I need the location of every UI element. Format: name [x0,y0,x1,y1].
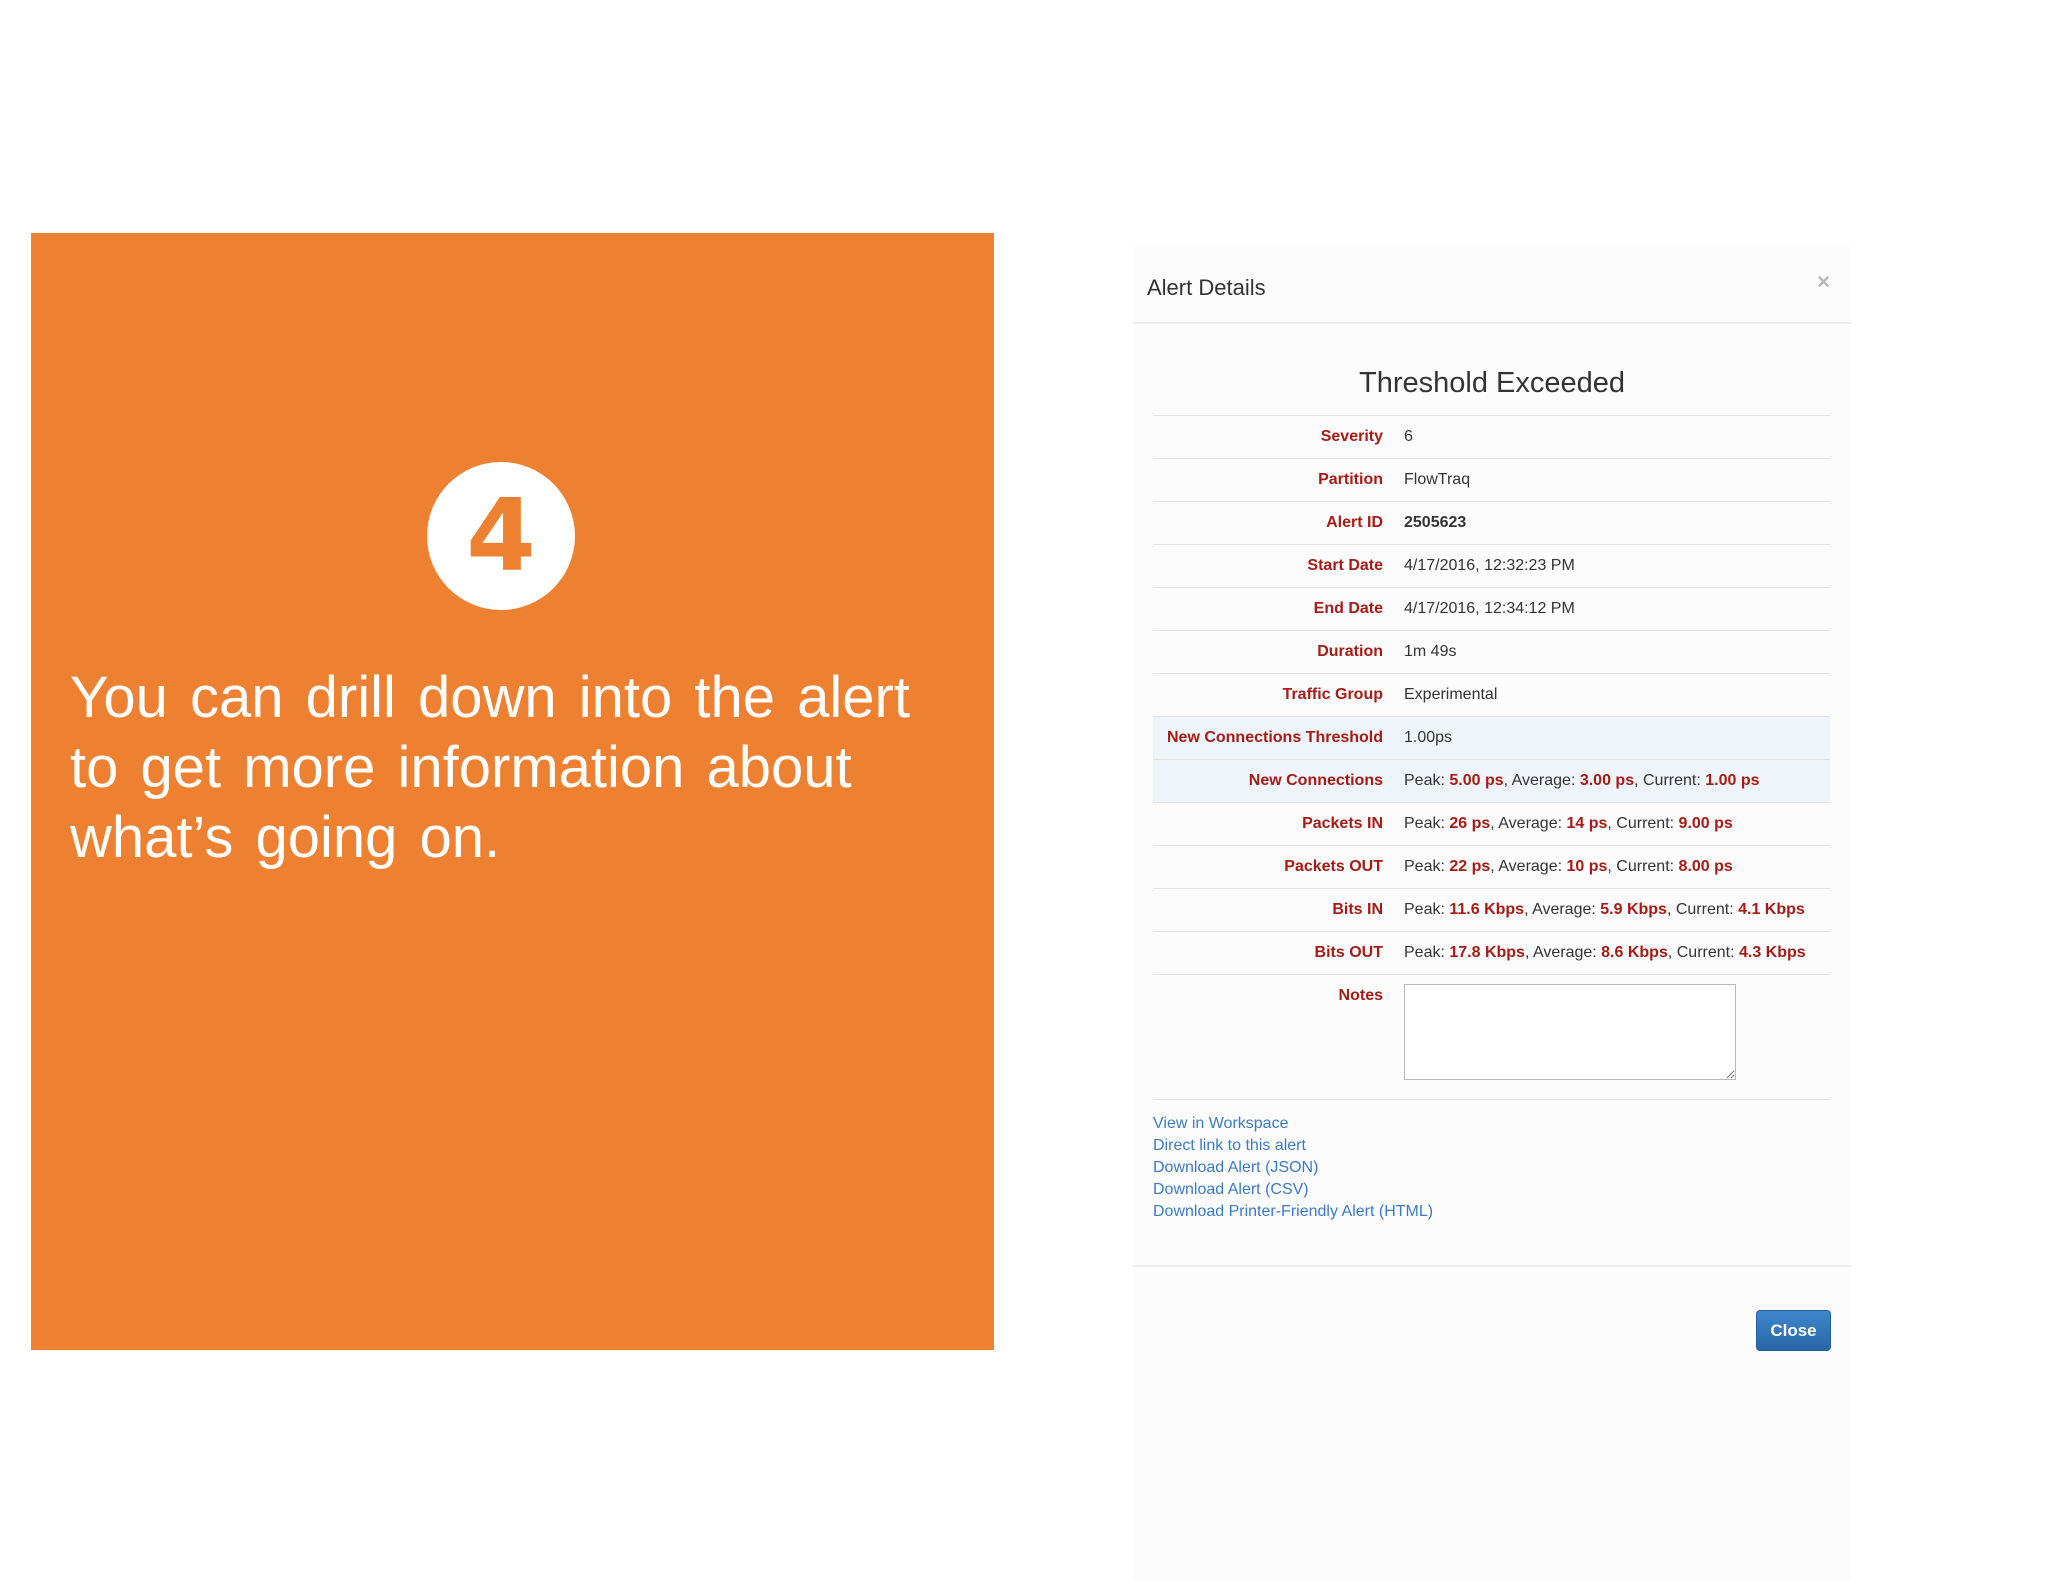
row-value: FlowTraq [1404,459,1830,502]
average-label: , Average: [1490,858,1567,875]
current-value: 4.3 Kbps [1738,944,1806,961]
row-value [1404,803,1830,846]
instruction-panel [31,233,994,1350]
row-label: Start Date [1153,545,1404,588]
close-icon[interactable]: × [1817,269,1830,294]
table-row-alert-id [1153,502,1830,545]
row-label: Packets IN [1153,803,1404,846]
table-row-new-connections [1153,760,1830,803]
row-value: 1m 49s [1404,631,1830,674]
current-label: , Current: [1607,815,1679,832]
table-row-packets-out [1153,846,1830,889]
download-json-link[interactable]: Download Alert (JSON) [1153,1159,1319,1176]
row-value: 4/17/2016, 12:32:23 PM [1404,545,1830,588]
row-value [1404,889,1830,932]
row-value: 1.00ps [1404,717,1830,760]
table-row-traffic-group [1153,674,1830,717]
row-value [1404,846,1830,889]
alert-type-heading: Threshold Exceeded [1359,367,1625,399]
row-label: Traffic Group [1153,674,1404,717]
row-label: End Date [1153,588,1404,631]
current-value: 4.1 Kbps [1738,901,1805,918]
row-label: Severity [1153,416,1404,459]
current-value: 8.00 ps [1678,858,1733,875]
peak-value: 22 ps [1449,858,1491,875]
table-row-partition [1153,459,1830,502]
alert-links [1153,1113,1433,1223]
table-row-new-connections-threshold [1153,717,1830,760]
peak-label: Peak: [1404,901,1450,918]
notes-textarea[interactable] [1404,984,1736,1080]
current-value: 9.00 ps [1678,815,1733,832]
average-value: 8.6 Kbps [1601,944,1668,961]
average-label: , Average: [1490,815,1567,832]
peak-value: 17.8 Kbps [1449,944,1525,961]
row-label: Bits OUT [1153,932,1404,975]
row-label: Bits IN [1153,889,1404,932]
row-value: 4/17/2016, 12:34:12 PM [1404,588,1830,631]
peak-label: Peak: [1404,772,1450,789]
view-in-workspace-link[interactable]: View in Workspace [1153,1115,1289,1132]
modal-header [1133,245,1851,324]
current-label: , Current: [1667,944,1739,961]
alert-details-modal [1133,245,1851,1582]
step-number-badge: 4 [427,462,575,610]
modal-footer [1133,1265,1851,1340]
alert-id-value: 2505623 [1404,502,1830,545]
notes-label: Notes [1153,975,1404,1100]
table-row-bits-in [1153,889,1830,932]
current-label: , Current: [1666,901,1739,918]
instruction-text: You can drill down into the alert to get more information about what’s going on. [70,665,910,870]
average-label: , Average: [1524,901,1601,918]
row-value [1404,932,1830,975]
row-label: Duration [1153,631,1404,674]
close-button[interactable]: Close [1756,1310,1831,1351]
notes-cell [1404,975,1830,1100]
average-label: , Average: [1503,772,1580,789]
average-value: 10 ps [1566,858,1608,875]
row-value: Experimental [1404,674,1830,717]
peak-value: 26 ps [1449,815,1491,832]
table-row-start-date [1153,545,1830,588]
average-value: 5.9 Kbps [1600,901,1667,918]
peak-label: Peak: [1404,944,1450,961]
current-label: , Current: [1607,858,1679,875]
average-label: , Average: [1524,944,1602,961]
peak-label: Peak: [1404,815,1450,832]
peak-value: 5.00 ps [1449,772,1504,789]
table-row-severity [1153,416,1830,459]
peak-label: Peak: [1404,858,1450,875]
current-value: 1.00 ps [1705,772,1760,789]
current-label: , Current: [1634,772,1706,789]
row-value [1404,760,1830,803]
row-label: Packets OUT [1153,846,1404,889]
row-label: Partition [1153,459,1404,502]
table-row-notes [1153,975,1830,1100]
download-html-link[interactable]: Download Printer-Friendly Alert (HTML) [1153,1203,1434,1220]
row-label: Alert ID [1153,502,1404,545]
modal-title: Alert Details [1147,275,1266,300]
peak-value: 11.6 Kbps [1449,901,1525,918]
table-row-end-date [1153,588,1830,631]
direct-link-to-alert[interactable]: Direct link to this alert [1153,1137,1306,1154]
row-label: New Connections Threshold [1153,717,1404,760]
average-value: 14 ps [1566,815,1608,832]
average-value: 3.00 ps [1579,772,1635,789]
table-row-bits-out [1153,932,1830,975]
alert-details-table [1153,415,1830,1100]
table-row-packets-in [1153,803,1830,846]
row-label: New Connections [1153,760,1404,803]
table-row-duration [1153,631,1830,674]
download-csv-link[interactable]: Download Alert (CSV) [1153,1181,1309,1198]
row-value: 6 [1404,416,1830,459]
